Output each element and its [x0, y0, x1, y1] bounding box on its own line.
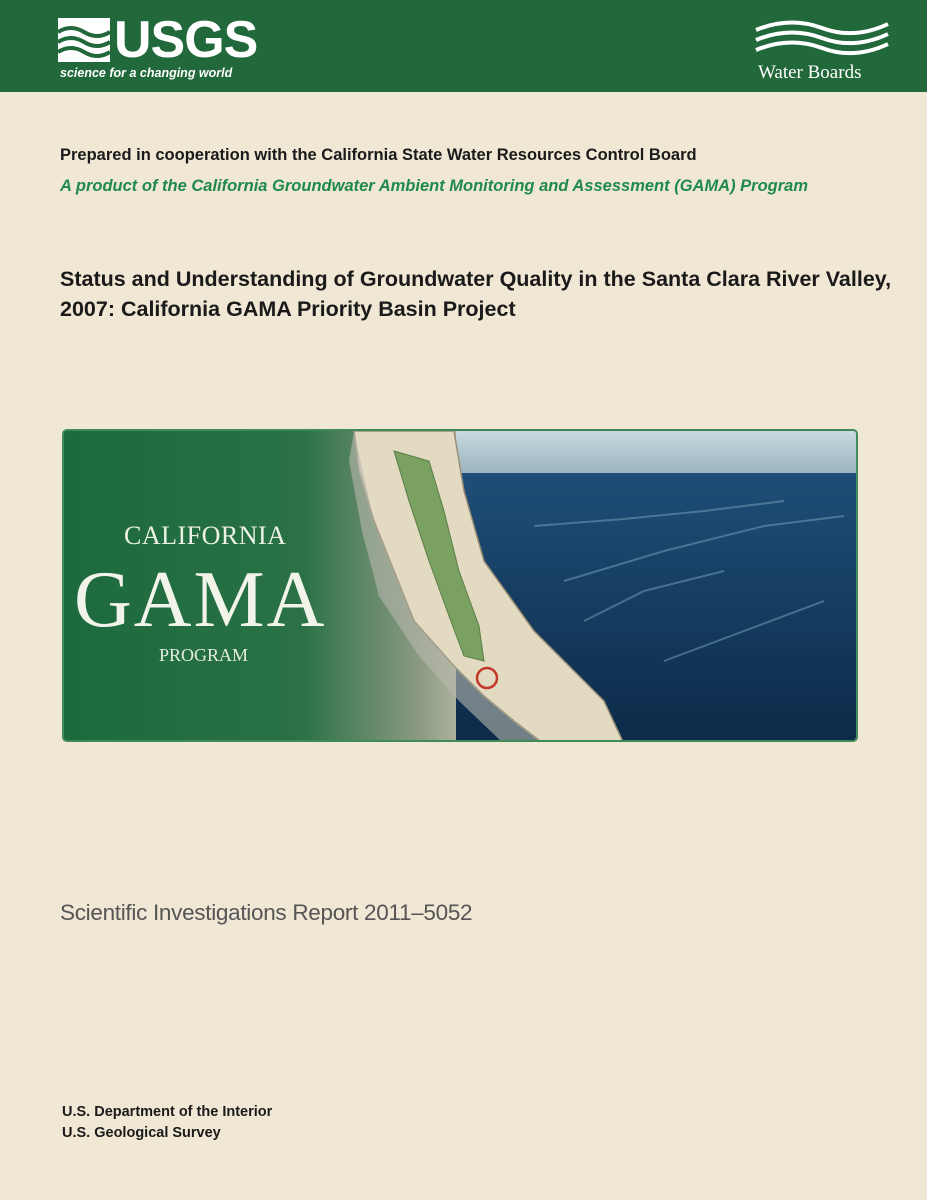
- water-waves-icon: [752, 16, 890, 60]
- usgs-wave-icon: [58, 18, 110, 62]
- usgs-wordmark: USGS: [114, 11, 258, 69]
- banner-gama-label: GAMA: [74, 556, 327, 644]
- gama-banner: [62, 429, 858, 742]
- header-bar: [0, 0, 927, 92]
- survey-label: U.S. Geological Survey: [62, 1125, 221, 1141]
- report-series: Scientific Investigations Report 2011–5052: [60, 900, 473, 925]
- usgs-tagline: science for a changing world: [60, 66, 233, 80]
- cooperation-line: Prepared in cooperation with the California State Water Resources Control Board: [60, 146, 697, 164]
- water-boards-label: Water Boards: [758, 62, 862, 83]
- banner-california-label: CALIFORNIA: [124, 521, 287, 550]
- footer-agencies: [62, 1102, 272, 1144]
- usgs-logo: [58, 11, 268, 86]
- report-title: Status and Understanding of Groundwater Quality in the Santa Clara River Valley, 2007: California GAMA Priority Basin Project: [60, 267, 892, 321]
- banner-program-label: PROGRAM: [159, 645, 249, 665]
- water-boards-logo: [752, 16, 892, 86]
- product-line: A product of the California Groundwater Ambient Monitoring and Assessment (GAMA) Program: [60, 177, 809, 195]
- department-label: U.S. Department of the Interior: [62, 1104, 273, 1120]
